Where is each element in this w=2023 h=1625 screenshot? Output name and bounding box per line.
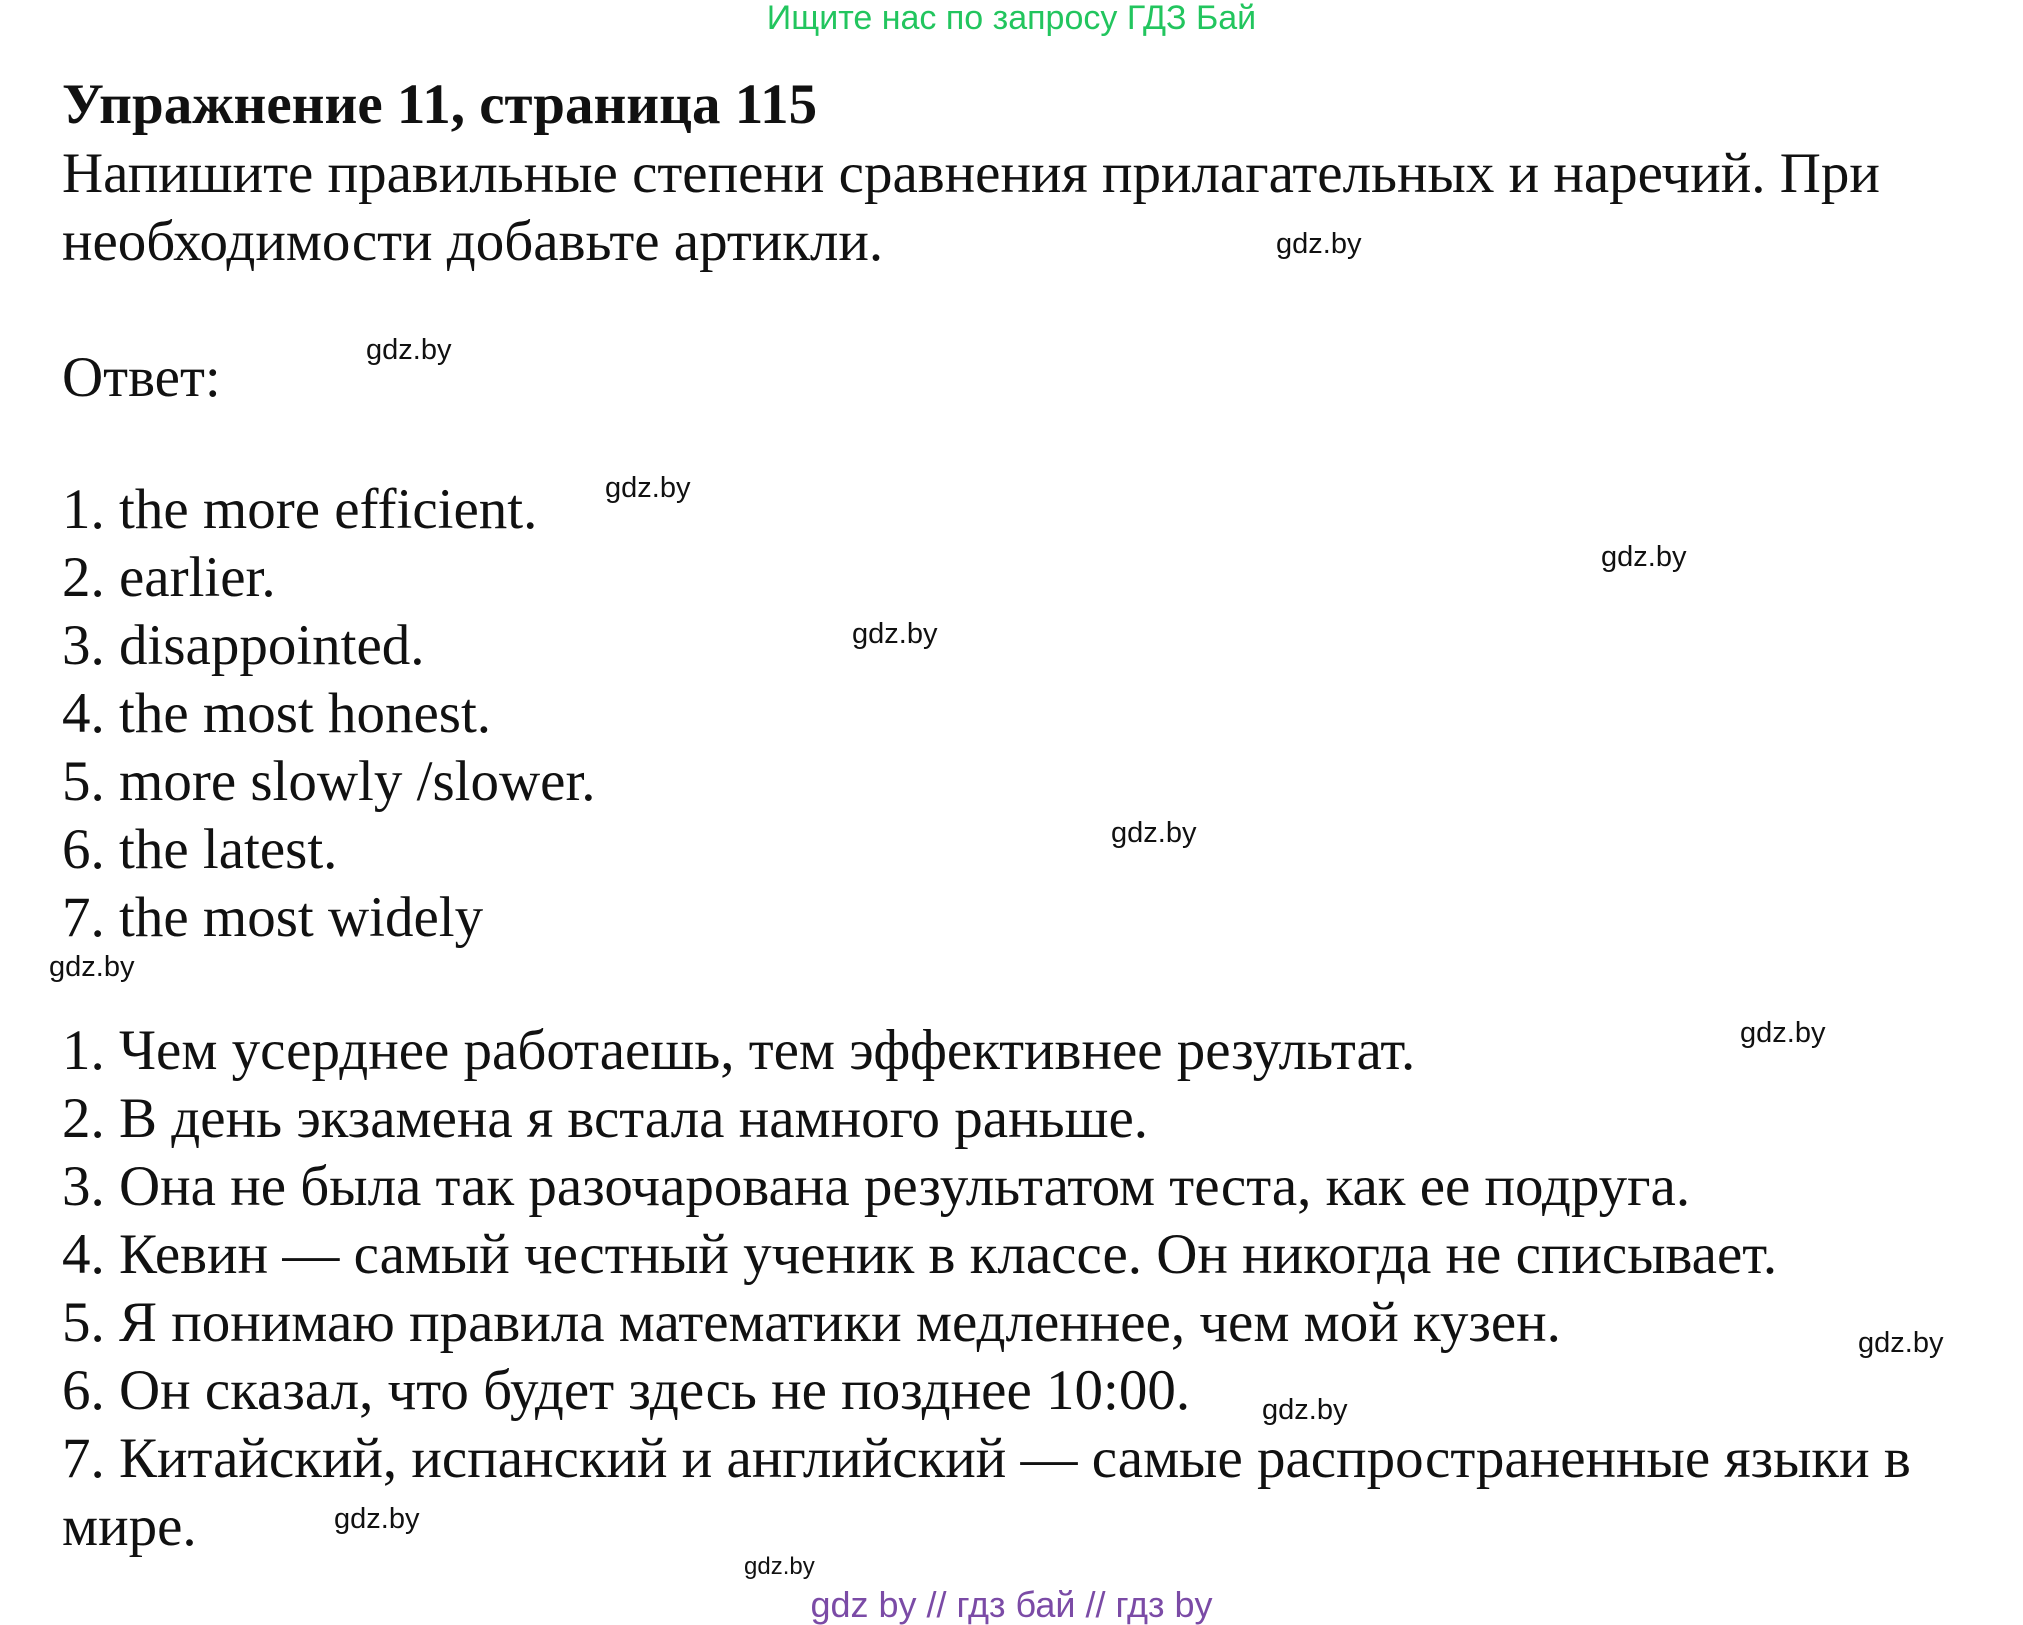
watermark: gdz.by <box>1111 817 1197 849</box>
answer-ru-item: 4. Кевин — самый честный ученик в классе. Он никогда не списывает. <box>62 1223 1778 1286</box>
answer-en-item: 2. earlier. <box>62 546 276 609</box>
watermark: gdz.by <box>366 334 452 366</box>
search-hint-banner: Ищите нас по запросу ГДЗ Бай <box>766 0 1257 37</box>
answers-ru-list <box>62 1017 1962 1561</box>
exercise-title: Упражнение 11, страница 115 <box>62 73 818 136</box>
watermark: gdz.by <box>334 1503 420 1535</box>
answer-ru-item: 1. Чем усерднее работаешь, тем эффективнее результат. <box>62 1019 1416 1082</box>
answer-en-item: 4. the most honest. <box>62 682 492 745</box>
answer-ru-item: 3. Она не была так разочарована результатом теста, как ее подруга. <box>62 1155 1691 1218</box>
watermark: gdz.by <box>744 1553 815 1580</box>
answer-ru-item: 2. В день экзамена я встала намного раньше. <box>62 1087 1149 1150</box>
watermark: gdz.by <box>852 618 938 650</box>
answer-en-item: 1. the more efficient. <box>62 478 538 541</box>
answer-en-item: 5. more slowly /slower. <box>62 750 596 813</box>
watermark: gdz.by <box>1740 1017 1826 1049</box>
answer-en-item: 7. the most widely <box>62 886 484 949</box>
answer-en-item: 6. the latest. <box>62 818 338 881</box>
watermark: gdz.by <box>1276 228 1362 260</box>
answer-ru-item: 7. Китайский, испанский и английский — самые распространенные языки в мире. <box>62 1427 1911 1558</box>
answer-en-item: 3. disappointed. <box>62 614 425 677</box>
answers-en-list <box>62 476 596 952</box>
footer-links: gdz by // гдз бай // гдз by <box>810 1584 1213 1625</box>
watermark: gdz.by <box>1858 1327 1944 1359</box>
answer-ru-item: 6. Он сказал, что будет здесь не позднее 10:00. <box>62 1359 1191 1422</box>
watermark: gdz.by <box>605 472 691 504</box>
watermark: gdz.by <box>49 951 135 983</box>
answer-label: Ответ: <box>62 346 221 409</box>
answer-ru-item: 5. Я понимаю правила математики медленнее, чем мой кузен. <box>62 1291 1561 1354</box>
task-text: Напишите правильные степени сравнения прилагательных и наречий. При необходимости добавьте артикли. <box>62 142 1880 273</box>
watermark: gdz.by <box>1262 1394 1348 1426</box>
watermark: gdz.by <box>1601 541 1687 573</box>
